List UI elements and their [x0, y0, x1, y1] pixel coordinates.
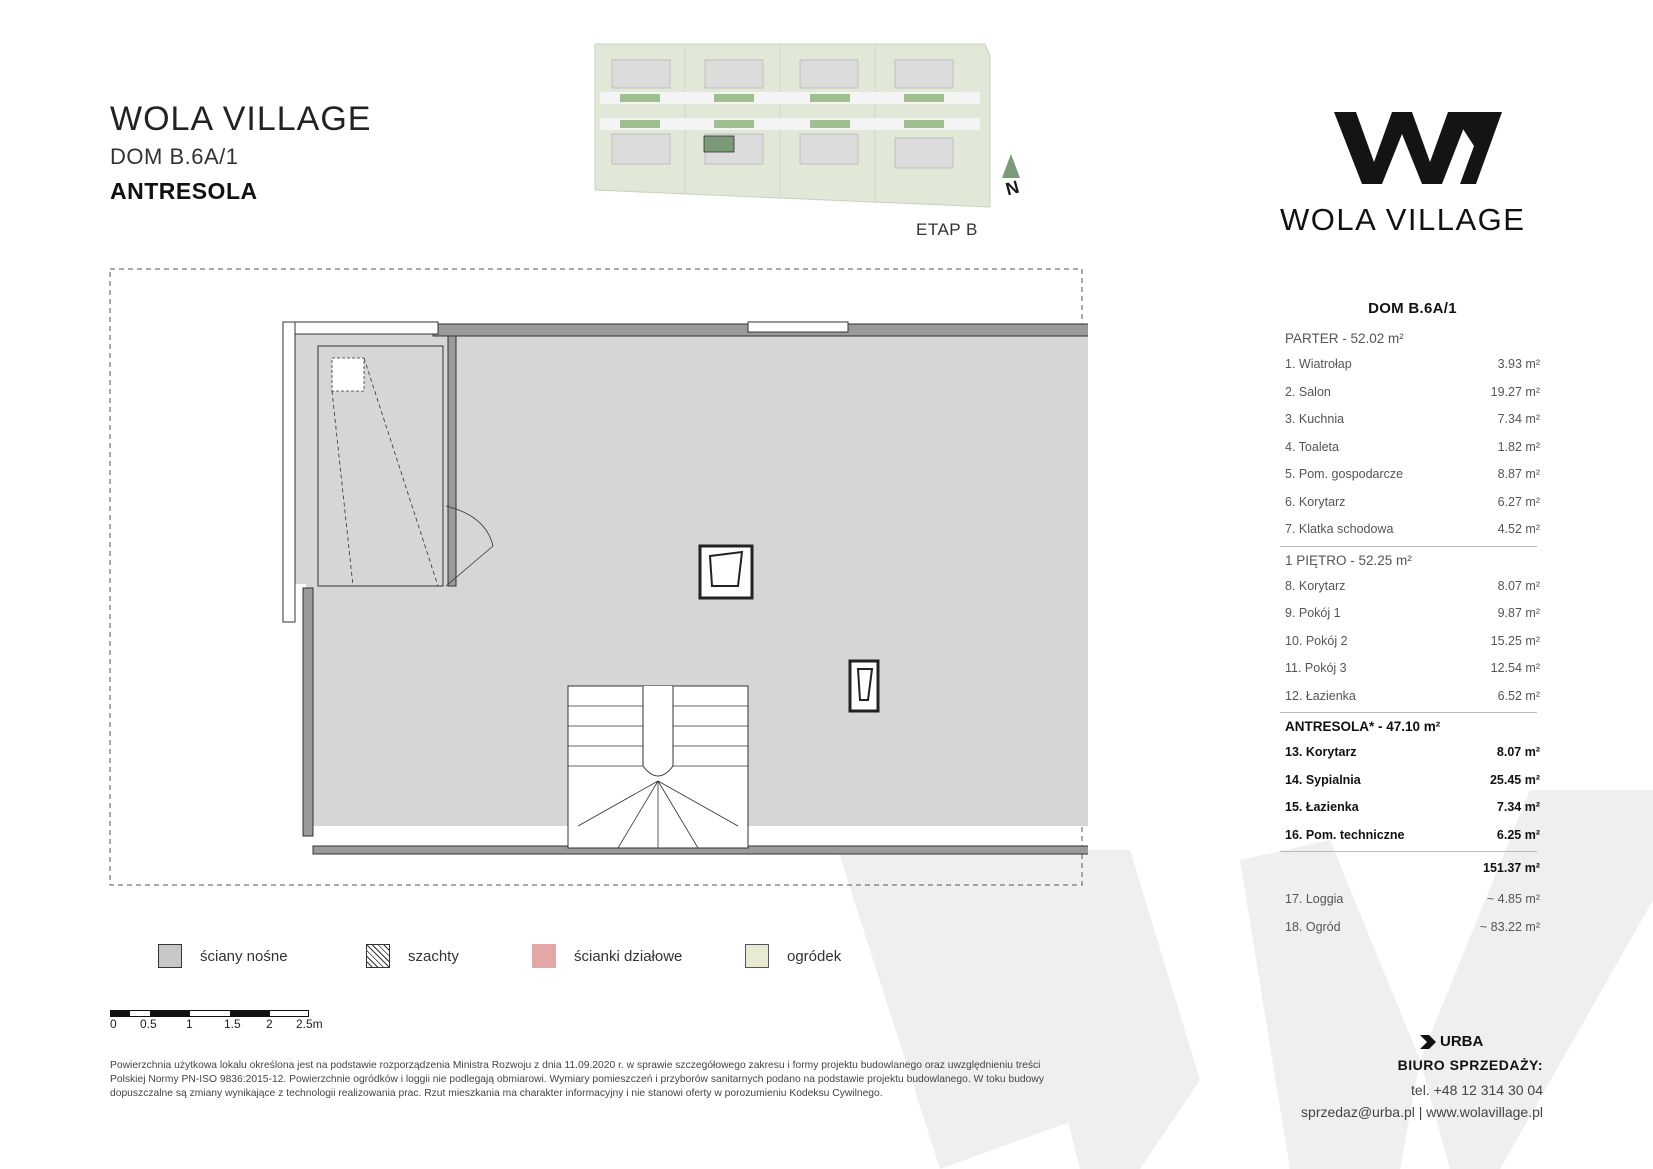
- area-total: 151.37 m²: [1483, 861, 1540, 875]
- area-row: [1285, 434, 1540, 462]
- urba-logo-icon: [1420, 1035, 1436, 1049]
- room-name: 4. Toaleta: [1285, 439, 1339, 454]
- legend-item-garden: [745, 944, 841, 968]
- legend-swatch-gray: [158, 944, 182, 968]
- scale-label: 0.5: [140, 1017, 157, 1031]
- room-area: 8.87 m²: [1497, 467, 1540, 481]
- legend-swatch-green: [745, 944, 769, 968]
- extra-area: ~ 83.22 m²: [1479, 919, 1540, 934]
- area-row: [1285, 767, 1540, 795]
- room-name: 14. Sypialnia: [1285, 772, 1361, 787]
- scale-label: 2.5m: [296, 1017, 323, 1031]
- room-name: 16. Pom. techniczne: [1285, 827, 1405, 842]
- room-area: 9.87 m²: [1497, 606, 1540, 620]
- room-area: 25.45 m²: [1489, 772, 1540, 787]
- extra-area: ~ 4.85 m²: [1486, 892, 1540, 906]
- area-row: [1285, 573, 1540, 601]
- room-name: 13. Korytarz: [1285, 745, 1357, 759]
- room-area: 6.25 m²: [1496, 827, 1540, 842]
- room-area: 6.27 m²: [1497, 494, 1540, 509]
- area-row: [1285, 406, 1540, 434]
- level-name: ANTRESOLA: [110, 178, 258, 204]
- room-area: 8.07 m²: [1497, 578, 1540, 593]
- area-row: [1285, 683, 1540, 711]
- room-name: 2. Salon: [1285, 384, 1331, 399]
- area-section-heading: ANTRESOLA* - 47.10 m²: [1285, 719, 1441, 734]
- stage-label: ETAP B: [916, 220, 978, 239]
- area-separator: [1280, 546, 1537, 547]
- room-area: 3.93 m²: [1497, 357, 1540, 371]
- room-area: 7.34 m²: [1497, 412, 1540, 426]
- area-row: [1285, 628, 1540, 656]
- extra-area-row: [1285, 914, 1540, 942]
- room-name: 6. Korytarz: [1285, 494, 1346, 509]
- area-table-title: DOM B.6A/1: [1368, 300, 1457, 317]
- site-map: [590, 42, 1010, 212]
- legend-swatch-pink: [532, 944, 556, 968]
- legend-label: ogródek: [787, 947, 842, 965]
- scale-label: 1.5: [224, 1017, 241, 1031]
- urba-brand: URBA: [1440, 1033, 1484, 1050]
- room-name: 8. Korytarz: [1285, 578, 1346, 593]
- extra-name: 18. Ogród: [1285, 919, 1341, 934]
- scale-label: 1: [186, 1017, 193, 1031]
- room-area: 7.34 m²: [1496, 800, 1540, 814]
- web-text: sprzedaz@urba.pl | www.wolavillage.pl: [1301, 1104, 1543, 1120]
- room-name: 7. Klatka schodowa: [1285, 522, 1394, 536]
- extra-area-row: [1285, 886, 1540, 914]
- legend-label: szachty: [408, 947, 459, 965]
- room-name: 3. Kuchnia: [1285, 412, 1345, 426]
- room-name: 9. Pokój 1: [1285, 606, 1341, 620]
- area-row: [1285, 461, 1540, 489]
- legal-note: Powierzchnia użytkowa lokalu określona jest na podstawie rozporządzenia Ministra Rozwoju z dnia 11.09.2020 r. w sprawie szczegółowego zakresu i formy projektu budowlanego oraz uwzględnieniu treści Polskiej Normy PN-ISO 9836:2015-12. Powierzchnie ogródków i loggii nie podlegają obmiarowi. Wymiary pomieszczeń i przyborów sanitarnych podano na podstawie projektu budowlanego. W toku budowy dopuszczalne są zmiany wynikające z technologii realizowania prac. Rzut mieszkania ma charakter informacyjny i nie stanowi oferty w porozumieniu Kodeksu Cywilnego.: [110, 1060, 1044, 1099]
- project-title: WOLA VILLAGE: [110, 100, 372, 138]
- area-row: [1285, 516, 1540, 544]
- unit-name: DOM B.6A/1: [110, 144, 239, 169]
- area-row: [1285, 351, 1540, 379]
- legend-item-shafts: [366, 944, 459, 968]
- area-row: [1285, 489, 1540, 517]
- room-area: 12.54 m²: [1490, 661, 1540, 675]
- area-row: [1285, 379, 1540, 407]
- legend-label: ścianki działowe: [574, 947, 683, 965]
- logo-text: WOLA VILLAGE: [1280, 202, 1526, 237]
- extra-name: 17. Loggia: [1285, 892, 1344, 906]
- room-area: 6.52 m²: [1497, 688, 1540, 703]
- area-separator: [1280, 851, 1537, 852]
- area-table: [1285, 300, 1540, 941]
- scale-label: 2: [266, 1017, 273, 1031]
- area-row: [1285, 600, 1540, 628]
- area-row: [1285, 822, 1540, 850]
- area-row: [1285, 739, 1540, 767]
- room-area: 15.25 m²: [1490, 633, 1540, 648]
- area-section-heading: 1 PIĘTRO - 52.25 m²: [1285, 552, 1412, 568]
- area-separator: [1280, 712, 1537, 713]
- room-area: 19.27 m²: [1490, 384, 1540, 399]
- phone-text: tel. +48 12 314 30 04: [1411, 1082, 1543, 1098]
- room-area: 4.52 m²: [1497, 522, 1540, 536]
- room-area: 8.07 m²: [1496, 745, 1540, 759]
- area-row: [1285, 655, 1540, 683]
- legend-item-load-walls: [158, 944, 288, 968]
- room-name: 1. Wiatrołap: [1285, 357, 1352, 371]
- scale-label: 0: [110, 1017, 117, 1031]
- room-area: 1.82 m²: [1497, 439, 1540, 454]
- north-label: N: [1003, 176, 1022, 200]
- area-row: [1285, 794, 1540, 822]
- room-name: 10. Pokój 2: [1285, 633, 1348, 648]
- room-name: 5. Pom. gospodarcze: [1285, 467, 1404, 481]
- floor-plan: [108, 266, 1088, 891]
- room-name: 12. Łazienka: [1285, 688, 1356, 703]
- legend-swatch-hatch: [366, 944, 390, 968]
- sales-office-label: BIURO SPRZEDAŻY:: [1397, 1057, 1543, 1073]
- room-name: 15. Łazienka: [1285, 800, 1359, 814]
- area-section-heading: PARTER - 52.02 m²: [1285, 331, 1404, 346]
- room-name: 11. Pokój 3: [1285, 661, 1347, 675]
- legend-label: ściany nośne: [200, 947, 288, 965]
- legend-item-partitions: [532, 944, 682, 968]
- wv-logo-icon: [1334, 112, 1502, 186]
